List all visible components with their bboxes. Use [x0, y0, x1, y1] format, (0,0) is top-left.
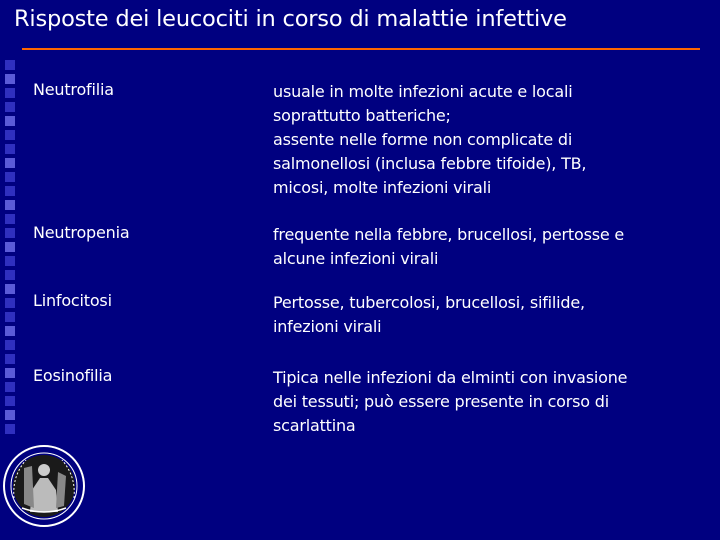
strip-square [5, 256, 15, 266]
strip-square [5, 172, 15, 182]
strip-square [5, 74, 15, 84]
strip-square [5, 88, 15, 98]
strip-square [5, 382, 15, 392]
strip-square [5, 186, 15, 196]
term-description [273, 291, 713, 339]
strip-square [5, 228, 15, 238]
strip-square [5, 340, 15, 350]
strip-square [5, 214, 15, 224]
term-description [273, 80, 713, 200]
description-line: scarlattina [273, 416, 356, 435]
strip-square [5, 200, 15, 210]
strip-square [5, 242, 15, 252]
strip-square [5, 102, 15, 112]
description-line: alcune infezioni virali [273, 249, 439, 268]
term-label: Neutrofilia [33, 80, 114, 99]
strip-square [5, 396, 15, 406]
strip-square [5, 130, 15, 140]
strip-square [5, 298, 15, 308]
strip-square [5, 144, 15, 154]
term-description [273, 366, 713, 438]
term-label: Linfocitosi [33, 291, 112, 310]
strip-square [5, 410, 15, 420]
term-label: Neutropenia [33, 223, 130, 242]
description-line: frequente nella febbre, brucellosi, pertosse e [273, 225, 625, 244]
description-line: infezioni virali [273, 317, 382, 336]
description-line: salmonellosi (inclusa febbre tifoide), TB, [273, 154, 587, 173]
strip-square [5, 424, 15, 434]
strip-square [5, 354, 15, 364]
term-description [273, 223, 713, 271]
strip-square [5, 284, 15, 294]
title-underline [22, 48, 700, 50]
strip-square [5, 312, 15, 322]
description-line: assente nelle forme non complicate di [273, 130, 573, 149]
strip-square [5, 158, 15, 168]
strip-square [5, 60, 15, 70]
strip-square [5, 116, 15, 126]
strip-square [5, 270, 15, 280]
university-seal-logo [0, 438, 86, 540]
description-line: soprattutto batteriche; [273, 106, 451, 125]
description-line: Tipica nelle infezioni da elminti con invasione [273, 368, 628, 387]
description-line: usuale in molte infezioni acute e locali [273, 82, 573, 101]
slide-title: Risposte dei leucociti in corso di malattie infettive [14, 6, 567, 32]
strip-square [5, 326, 15, 336]
description-line: micosi, molte infezioni virali [273, 178, 492, 197]
description-line: dei tessuti; può essere presente in corso di [273, 392, 609, 411]
description-line: Pertosse, tubercolosi, brucellosi, sifilide, [273, 293, 585, 312]
strip-square [5, 368, 15, 378]
term-label: Eosinofilia [33, 366, 113, 385]
